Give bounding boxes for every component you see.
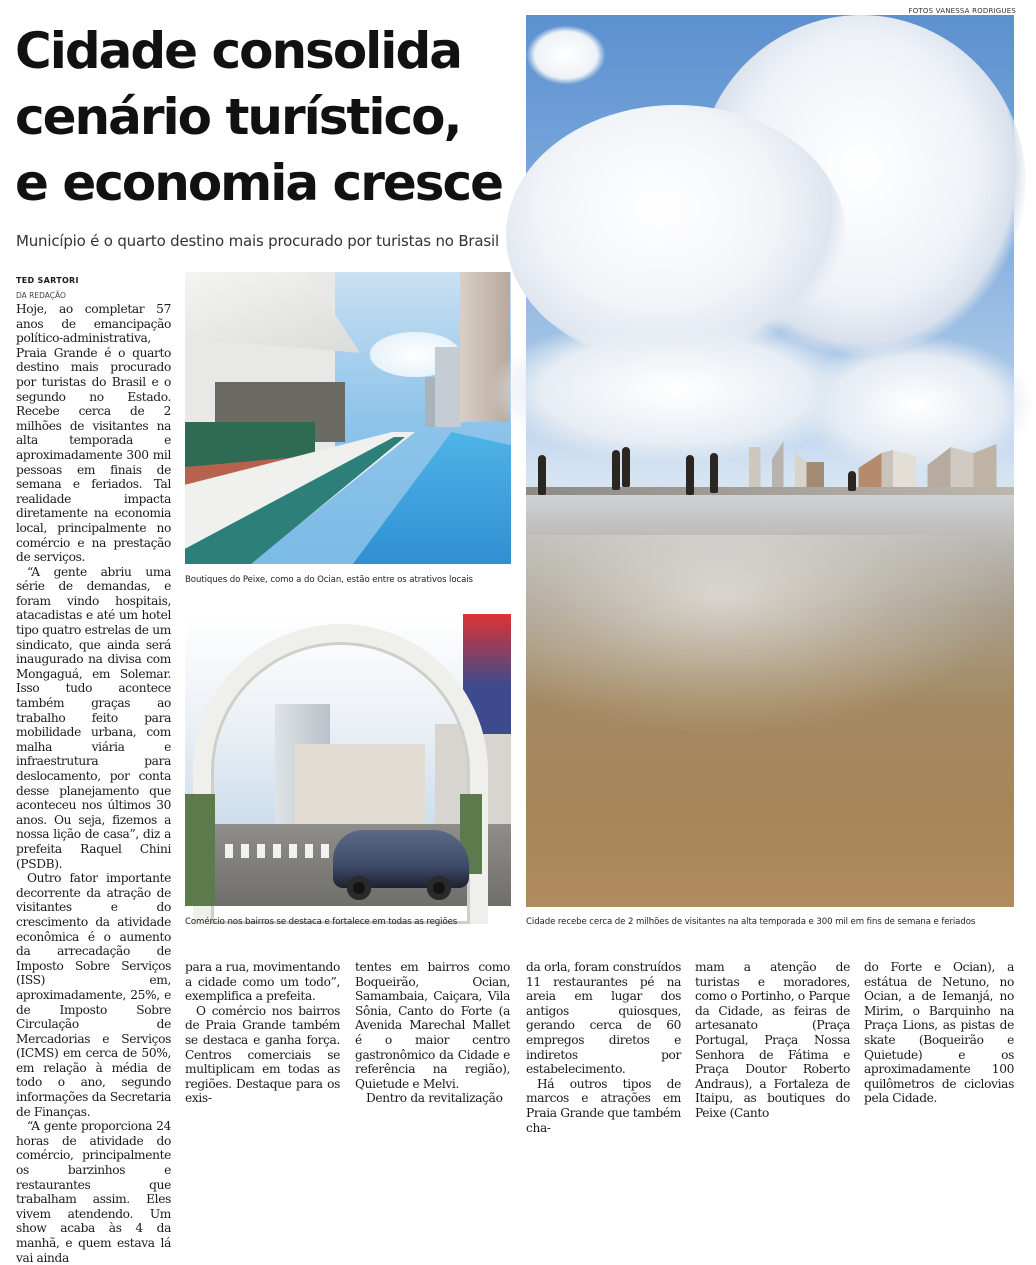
paragraph: do Forte e Ocian), a estátua de Netuno, no Ocian, a de Iemanjá, no Mirim, o Barquinho na Praça Lions, as pistas de skate (Boqueirão e Quietude) e os aproximadamente 100 quilômetros de ciclovias pela Cidade. — [864, 960, 1014, 1106]
headline-line-2: cenário turístico, — [15, 88, 461, 146]
article-column-4 — [526, 960, 681, 1135]
paragraph: Dentro da revitalização — [366, 1091, 503, 1106]
photo-caption: Comércio nos bairros se destaca e fortalece em todas as regiões — [185, 917, 458, 927]
paragraph: “A gente proporciona 24 horas de atividade do comércio, principalmente os barzinhos e restaurantes que trabalham assim. Eles vivem atendendo. Um show acaba às 4 da manhã, e quem estava lá vai ainda — [16, 1119, 171, 1265]
paragraph: Outro fator importante decorrente da atração de visitantes e do crescimento da atividade econômica é o aumento da arrecadação de Imposto Sobre Serviços (ISS) em, aproximadamente, 25%, e de Imposto Sobre Circulação de Mercadorias e Serviços (ICMS) em cerca de 50%, em relação à média de todo o ano, segundo informações da Secretaria de Finanças. — [16, 871, 171, 1119]
article-column-1 — [16, 302, 171, 1265]
headline — [15, 18, 515, 216]
paragraph: Há outros tipos de marcos e atrações em Praia Grande que também cha- — [526, 1076, 681, 1135]
article-column-2 — [185, 960, 340, 1106]
paragraph: Hoje, ao completar 57 anos de emancipação político-administrativa, Praia Grande é o quarto destino mais procurado por turistas do Brasil e o segundo no Estado. Recebe cerca de 2 milhões de visitantes na alta temporada e aproximadamente 300 mil pessoas em finais de semana e feriados. Tal realidade impacta diretamente na economia local, principalmente no comércio e na prestação de serviços. — [16, 302, 171, 565]
byline-desk: DA REDAÇÃO — [16, 291, 66, 300]
article-column-5 — [695, 960, 850, 1121]
paragraph: “A gente abriu uma série de demandas, e foram vindo hospitais, atacadistas e até um hotel tipo quatro estrelas de um sindicato, que ainda será inaugurado na divisa com Mongaguá, em Solemar. Isso tudo acontece também graças ao trabalho feito para mobilidade urbana, com malha viária e infraestrutura para deslocamento, por conta desse planejamento que aconteceu nos últimos 30 anos. Ou seja, fizemos a nossa lição de casa”, diz a prefeita Raquel Chini (PSDB). — [16, 564, 171, 871]
byline-author: TED SARTORI — [16, 276, 79, 285]
photo-commercial-street-arch — [185, 614, 511, 906]
photo-boutiques-do-peixe — [185, 272, 511, 564]
headline-line-1: Cidade consolida — [15, 22, 461, 80]
photo-caption: Cidade recebe cerca de 2 milhões de visitantes na alta temporada e 300 mil em fins de semana e feriados — [526, 917, 976, 927]
headline-line-3: e economia cresce — [15, 154, 503, 212]
article-column-6 — [864, 960, 1014, 1106]
photo-credit: FOTOS VANESSA RODRIGUES — [908, 7, 1016, 15]
paragraph: tentes em bairros como Boqueirão, Ocian, Samambaia, Caiçara, Vila Sônia, Canto do Forte (a Avenida Marechal Mallet é o maior centro gastronômico da Cidade e referência na região), Quietude e Melvi. — [355, 960, 510, 1091]
subtitle: Município é o quarto destino mais procurado por turistas no Brasil — [16, 232, 499, 250]
paragraph: da orla, foram construídos 11 restaurantes pé na areia em lugar dos antigos quiosques, gerando cerca de 60 empregos diretos e indiretos por estabelecimento. — [526, 960, 681, 1077]
photo-beach-visitors — [526, 15, 1014, 907]
paragraph: O comércio nos bairros de Praia Grande também se destaca e ganha força. Centros comerciais se multiplicam em todas as regiões. Destaque para os exis- — [185, 1003, 340, 1106]
paragraph: mam a atenção de turistas e moradores, como o Portinho, o Parque da Cidade, as feiras de artesanato (Praça Portugal, Praça Nossa Senhora de Fátima e Praça Doutor Roberto Andraus), a Fortaleza de Itaipu, as boutiques do Peixe (Canto — [695, 960, 850, 1120]
photo-caption: Boutiques do Peixe, como a do Ocian, estão entre os atrativos locais — [185, 575, 473, 585]
paragraph: para a rua, movimentando a cidade como um todo”, exemplifica a prefeita. — [185, 960, 340, 1004]
article-column-3 — [355, 960, 510, 1106]
